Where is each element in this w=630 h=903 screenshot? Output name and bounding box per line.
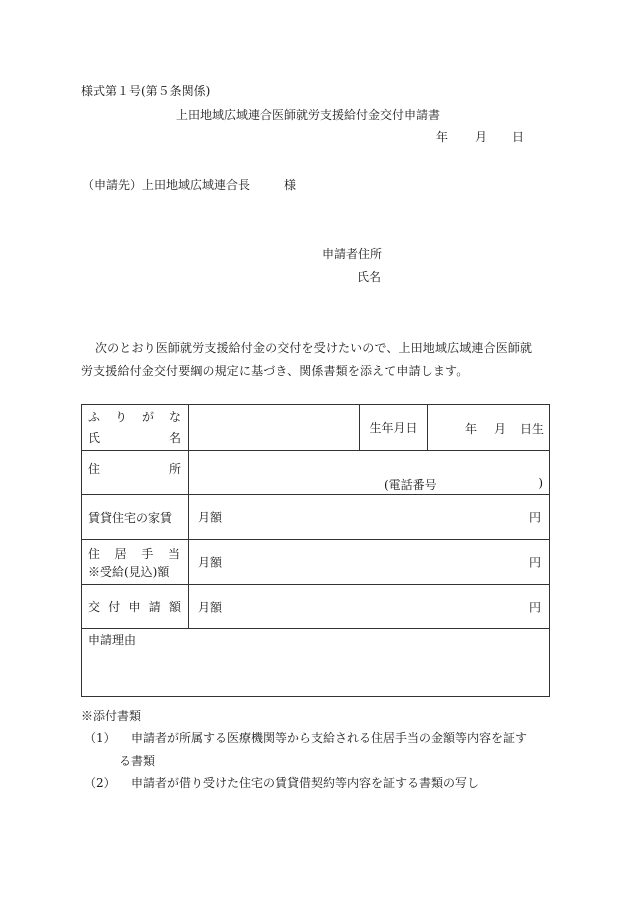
- date-year: 年: [436, 130, 449, 144]
- housing-monthly: 月額: [198, 555, 223, 570]
- table-row-grant-amount: [82, 585, 550, 629]
- birth-label: 生年月日: [369, 421, 418, 435]
- housing-char: 手: [141, 546, 154, 561]
- name-label-cell: [82, 405, 189, 451]
- date-day: 日: [512, 130, 525, 144]
- name-char: 氏: [88, 430, 101, 445]
- housing-label-cell: [82, 540, 189, 585]
- attachment-2-num: （2）: [84, 776, 116, 790]
- housing-char: 居: [114, 546, 127, 561]
- reason-label: 申請理由: [88, 633, 137, 647]
- address-input-cell[interactable]: [189, 451, 550, 495]
- attachment-1-cont: る書類: [119, 754, 156, 768]
- table-row-reason: [82, 629, 550, 697]
- attachments-title: ※添付書類: [81, 709, 142, 723]
- housing-char: 当: [167, 546, 180, 561]
- date-month: 月: [475, 130, 488, 144]
- name-label: [88, 429, 188, 446]
- grant-label: [88, 598, 188, 615]
- furigana-char: り: [114, 409, 127, 424]
- addressee: （申請先）上田地域広域連合長: [82, 178, 251, 192]
- housing-yen: 円: [528, 555, 541, 570]
- grant-char: 申: [128, 600, 141, 614]
- housing-label-line2: ※受給(見込)額: [88, 564, 170, 579]
- rent-label-cell: [82, 495, 189, 540]
- birth-month: 月: [494, 422, 507, 436]
- table-row-housing-allowance: [82, 540, 550, 585]
- attachment-1-num: （1）: [84, 731, 116, 745]
- furigana-char: ふ: [88, 409, 101, 424]
- grant-input-cell[interactable]: [189, 585, 550, 629]
- reason-cell[interactable]: [82, 629, 550, 697]
- document-title: 上田地域広域連合医師就労支援給付金交付申請書: [176, 108, 441, 122]
- rent-input-cell[interactable]: [189, 495, 550, 540]
- address-label-cell: [82, 451, 189, 495]
- address-char: 所: [168, 462, 181, 476]
- statement-line-2: 労支援給付金交付要綱の規定に基づき、関係書類を添えて申請します。: [81, 364, 469, 378]
- phone-close: ): [538, 476, 543, 490]
- housing-char: 住: [88, 546, 101, 561]
- phone-open: (電話番号: [384, 478, 437, 492]
- grant-char: 請: [148, 600, 161, 614]
- address-char: 住: [88, 462, 101, 476]
- rent-yen: 円: [528, 510, 541, 525]
- table-row-name: [82, 405, 550, 451]
- table-row-rent: [82, 495, 550, 540]
- grant-yen: 円: [528, 600, 541, 614]
- furigana-char: な: [168, 409, 181, 424]
- form-number: 様式第１号(第５条関係): [81, 84, 211, 98]
- grant-char: 交: [88, 600, 101, 614]
- rent-monthly: 月額: [198, 510, 223, 525]
- addressee-honorific: 様: [284, 178, 297, 192]
- grant-monthly: 月額: [198, 600, 223, 614]
- furigana-char: が: [141, 409, 154, 424]
- grant-label-cell: [82, 585, 189, 629]
- application-table: [81, 404, 550, 697]
- address-label: [88, 460, 188, 477]
- name-char: 名: [168, 430, 181, 445]
- housing-label: [88, 545, 188, 562]
- name-input-cell[interactable]: [189, 405, 360, 451]
- attachment-2-text: 申請者が借り受けた住宅の賃貸借契約等内容を証する書類の写し: [131, 776, 480, 790]
- birth-day: 日生: [520, 422, 545, 436]
- birth-label-cell: [360, 405, 428, 451]
- applicant-name-label: 氏名: [357, 270, 382, 284]
- attachment-1-text: 申請者が所属する医療機関等から支給される住居手当の金額等内容を証す: [131, 731, 528, 745]
- statement-line-1: 次のとおり医師就労支援給付金の交付を受けたいので、上田地域広域連合医師就: [95, 341, 533, 355]
- housing-input-cell[interactable]: [189, 540, 550, 585]
- rent-label: 賃貸住宅の家賃: [88, 510, 173, 525]
- birth-year: 年: [465, 422, 478, 436]
- applicant-address-label: 申請者住所: [322, 247, 383, 261]
- grant-char: 付: [108, 600, 121, 614]
- furigana-label: [88, 408, 188, 425]
- grant-char: 額: [168, 600, 181, 614]
- birth-input-cell[interactable]: [428, 405, 550, 451]
- table-row-address: [82, 451, 550, 495]
